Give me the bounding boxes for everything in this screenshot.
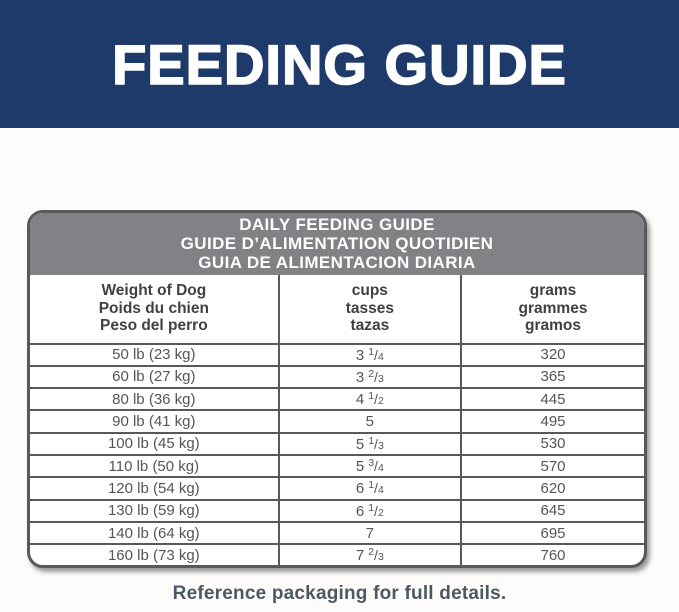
column-header-line: Weight of Dog <box>101 282 207 299</box>
cell-weight: 120 lb (54 kg) <box>30 477 279 499</box>
column-header-grams <box>461 275 644 344</box>
cell-grams: 695 <box>461 522 644 544</box>
cell-cups: 5 <box>279 410 461 432</box>
column-header-line: Peso del perro <box>99 317 208 334</box>
cell-grams: 445 <box>461 388 644 410</box>
column-header-line: tasses <box>345 299 394 317</box>
cell-weight: 110 lb (50 kg) <box>30 455 279 477</box>
table-row <box>30 500 644 522</box>
cell-grams: 620 <box>461 477 644 499</box>
cell-grams: 570 <box>461 455 644 477</box>
table-row <box>30 433 644 455</box>
banner-title: FEEDING GUIDE <box>112 32 567 96</box>
cell-weight: 140 lb (64 kg) <box>30 522 279 544</box>
cell-weight: 80 lb (36 kg) <box>30 388 279 410</box>
cell-cups: 3 $^2$/3 <box>279 366 461 388</box>
table-row <box>30 455 644 477</box>
table-row <box>30 522 644 544</box>
feeding-table <box>30 275 644 565</box>
reference-note: Reference packaging for full details. <box>172 583 507 604</box>
cell-grams: 320 <box>461 344 644 366</box>
table-header <box>30 275 644 344</box>
cell-cups: 7 $^2$/3 <box>279 544 461 565</box>
cell-grams: 495 <box>461 410 644 432</box>
cell-weight: 160 lb (73 kg) <box>30 544 279 565</box>
cell-cups: 6 $^1$/2 <box>279 500 461 522</box>
cell-weight: 60 lb (27 kg) <box>30 366 279 388</box>
column-header-cups <box>279 275 461 344</box>
cell-weight: 130 lb (59 kg) <box>30 500 279 522</box>
feeding-guide-banner <box>0 0 679 128</box>
table-header-row <box>30 275 644 344</box>
column-header-line: tazas <box>350 317 390 334</box>
cell-grams: 760 <box>461 544 644 565</box>
column-header-weight <box>30 275 279 344</box>
cell-cups: 4 $^1$/2 <box>279 388 461 410</box>
table-row <box>30 388 644 410</box>
column-header-line: cups <box>351 282 388 299</box>
column-header-line: grammes <box>518 299 588 317</box>
cell-weight: 100 lb (45 kg) <box>30 433 279 455</box>
cell-cups: 7 <box>279 522 461 544</box>
table-title-fr: GUIDE D’ALIMENTATION QUOTIDIEN <box>180 234 494 253</box>
cell-grams: 645 <box>461 500 644 522</box>
cell-cups: 3 $^1$/4 <box>279 344 461 366</box>
daily-feeding-guide-table <box>27 210 647 568</box>
table-row <box>30 544 644 565</box>
table-body <box>30 344 644 566</box>
cell-grams: 365 <box>461 366 644 388</box>
cell-weight: 90 lb (41 kg) <box>30 410 279 432</box>
cell-grams: 530 <box>461 433 644 455</box>
table-title-band <box>30 213 644 275</box>
table-row <box>30 366 644 388</box>
cell-weight: 50 lb (23 kg) <box>30 344 279 366</box>
column-header-line: gramos <box>525 317 581 334</box>
table-title-es: GUIA DE ALIMENTACION DIARIA <box>198 253 476 272</box>
table-title-en: DAILY FEEDING GUIDE <box>239 215 435 234</box>
cell-cups: 5 $^3$/4 <box>279 455 461 477</box>
column-header-line: grams <box>529 282 577 299</box>
table-row <box>30 477 644 499</box>
cell-cups: 5 $^1$/3 <box>279 433 461 455</box>
cell-cups: 6 $^1$/4 <box>279 477 461 499</box>
table-row <box>30 344 644 366</box>
column-header-line: Poids du chien <box>98 299 209 317</box>
table-row <box>30 410 644 432</box>
